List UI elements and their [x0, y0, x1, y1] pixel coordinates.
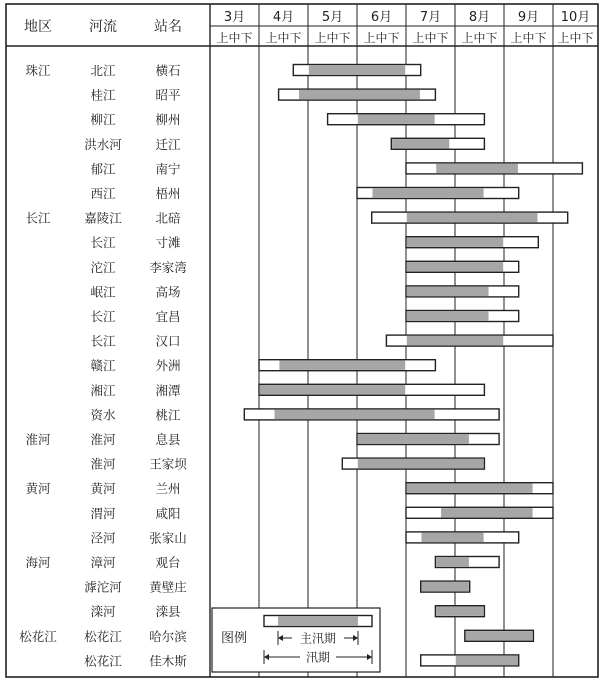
station-label: 北碚 [155, 210, 181, 226]
river-label: 柳江 [90, 112, 116, 128]
main-flood-period-bar [436, 164, 518, 173]
dekad-label: 上中下 [363, 31, 400, 45]
station-label: 张家山 [149, 530, 187, 546]
river-label: 滦河 [90, 604, 116, 620]
station-label: 李家湾 [149, 259, 187, 275]
river-label: 岷江 [90, 284, 116, 300]
month-label: 7月 [419, 10, 442, 25]
river-label: 赣江 [90, 358, 116, 374]
station-label: 南宁 [155, 161, 181, 177]
main-flood-period-bar [422, 533, 484, 542]
river-label: 淮河 [90, 432, 116, 447]
river-label: 松花江 [84, 653, 122, 669]
station-label: 昭平 [155, 87, 181, 103]
station-label: 佳木斯 [149, 653, 187, 669]
region-label: 长江 [25, 210, 51, 226]
main-flood-period-bar [407, 311, 489, 320]
station-label: 宜昌 [155, 309, 181, 324]
region-label: 海河 [25, 555, 51, 570]
river-label: 黄河 [90, 481, 116, 497]
month-label: 8月 [468, 10, 491, 25]
station-label: 高场 [155, 284, 181, 300]
region-label: 珠江 [25, 63, 51, 78]
river-label: 长江 [90, 333, 116, 349]
main-flood-period-bar [407, 336, 503, 345]
main-flood-period-bar [299, 90, 420, 99]
river-label: 桂江 [90, 87, 116, 103]
station-label: 息县 [155, 432, 181, 447]
main-flood-period-bar [309, 65, 405, 74]
month-label: 4月 [272, 10, 295, 25]
legend-flood-label: 汛期 [305, 650, 331, 665]
dekad-label: 上中下 [314, 31, 351, 45]
main-flood-period-bar [392, 139, 449, 148]
river-label: 漳河 [90, 555, 116, 570]
main-flood-period-bar [407, 238, 503, 247]
river-label: 泾河 [90, 530, 116, 546]
main-flood-period-bar [358, 434, 469, 443]
main-flood-period-bar [436, 607, 483, 616]
main-flood-period-bar [373, 188, 484, 197]
station-label: 滦县 [155, 604, 181, 620]
month-label: 5月 [321, 10, 344, 25]
station-label: 王家坝 [149, 456, 187, 472]
river-label: 淮河 [90, 456, 116, 472]
main-flood-period-bar [279, 361, 405, 370]
river-label: 嘉陵江 [84, 210, 122, 226]
legend-main-label: 主汛期 [299, 631, 337, 646]
station-label: 柳州 [155, 112, 181, 128]
month-label: 3月 [223, 10, 246, 25]
main-flood-period-bar [407, 484, 533, 493]
station-label: 咸阳 [155, 505, 181, 521]
station-label: 兰州 [155, 481, 181, 497]
station-label: 湘潭 [155, 382, 181, 398]
station-label: 汉口 [155, 333, 181, 349]
main-flood-period-bar [441, 508, 532, 517]
month-label: 10月 [560, 10, 591, 25]
river-label: 洪水河 [84, 136, 122, 152]
dekad-label: 上中下 [265, 31, 302, 45]
dekad-label: 上中下 [412, 31, 449, 45]
main-flood-period-bar [275, 410, 435, 419]
column-header-station: 站名 [154, 19, 182, 35]
region-label: 松花江 [19, 628, 57, 644]
river-label: 滹沱河 [84, 579, 122, 595]
main-flood-period-bar [436, 557, 469, 566]
river-label: 资水 [90, 407, 116, 423]
region-label: 淮河 [25, 432, 51, 447]
river-label: 西江 [90, 186, 116, 201]
station-label: 外洲 [155, 358, 181, 374]
dekad-label: 上中下 [510, 31, 547, 45]
station-label: 观台 [155, 555, 181, 570]
river-label: 渭河 [90, 505, 116, 521]
station-label: 迁江 [155, 136, 181, 152]
main-flood-period-bar [466, 631, 533, 640]
river-label: 北江 [90, 63, 116, 78]
legend-main-bar [278, 616, 358, 625]
column-header-river: 河流 [89, 19, 117, 35]
river-label: 长江 [90, 309, 116, 324]
river-label: 长江 [90, 235, 116, 251]
river-label: 松花江 [84, 628, 122, 644]
main-flood-period-bar [358, 459, 484, 468]
river-label: 湘江 [90, 382, 116, 398]
main-flood-period-bar [407, 262, 503, 271]
main-flood-period-bar [422, 582, 469, 591]
dekad-label: 上中下 [557, 31, 594, 45]
main-flood-period-bar [407, 287, 489, 296]
region-label: 黄河 [25, 481, 51, 497]
station-label: 横石 [155, 63, 181, 78]
river-label: 郁江 [90, 161, 116, 177]
station-label: 梧州 [155, 186, 181, 201]
dekad-label: 上中下 [216, 31, 253, 45]
month-label: 6月 [370, 10, 393, 25]
station-label: 寸滩 [155, 235, 181, 251]
river-label: 沱江 [90, 259, 116, 275]
station-label: 桃江 [155, 407, 181, 423]
dekad-label: 上中下 [461, 31, 498, 45]
main-flood-period-bar [456, 656, 518, 665]
main-flood-period-bar [407, 213, 538, 222]
legend-title: 图例 [220, 631, 248, 646]
month-label: 9月 [517, 10, 540, 25]
column-header-region: 地区 [24, 19, 52, 35]
station-label: 哈尔滨 [149, 628, 187, 644]
station-label: 黄壁庄 [149, 579, 187, 595]
main-flood-period-bar [260, 385, 405, 394]
main-flood-period-bar [358, 115, 435, 124]
